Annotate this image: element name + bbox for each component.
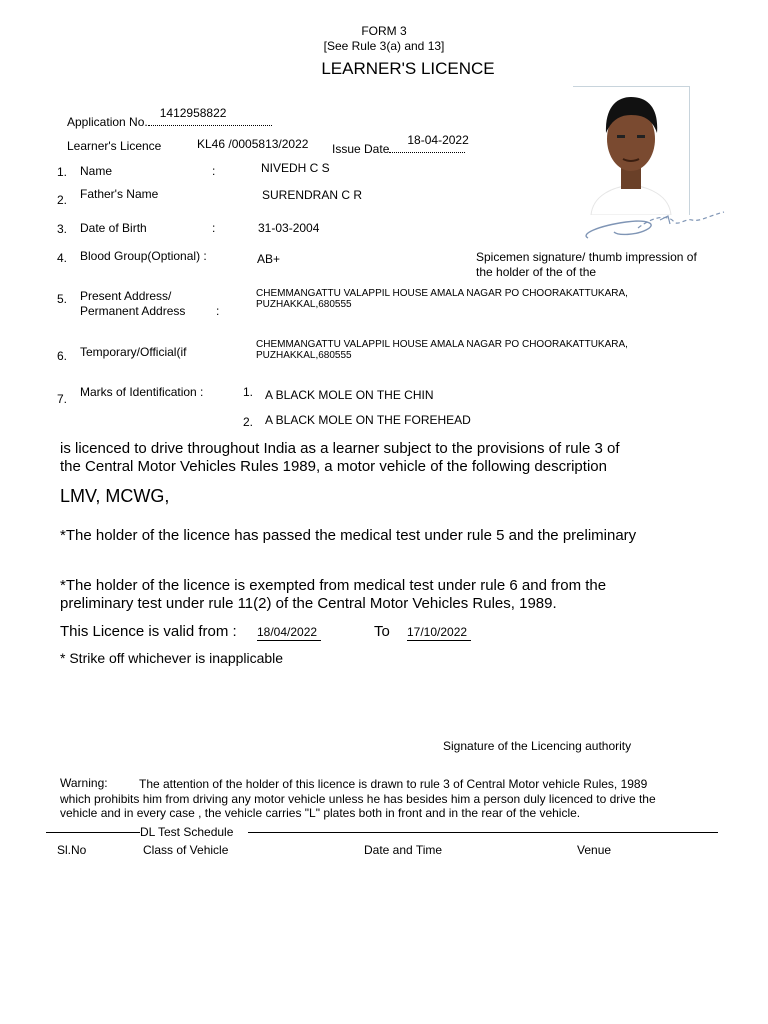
present-address-label-1: Present Address/ <box>80 289 172 303</box>
field-number: 3. <box>57 222 68 236</box>
blood-label: Blood Group(Optional) : <box>80 249 207 263</box>
valid-to-value: 17/10/2022 <box>407 625 471 641</box>
specimen-line-2: the holder of the of the <box>476 265 597 279</box>
schedule-column-header: Date and Time <box>364 843 443 857</box>
exempt-note-line-1: *The holder of the licence is exempted from medical test under rule 6 and from the <box>60 577 607 594</box>
issue-date-dots <box>389 133 469 153</box>
name-value: NIVEDH C S <box>261 161 330 175</box>
field-number: 6. <box>57 349 68 363</box>
licence-number: KL46 /0005813/2022 <box>197 137 309 151</box>
form-number: FORM 3 <box>361 24 407 38</box>
signature-scribble-icon <box>578 208 726 244</box>
specimen-line-1: Spicemen signature/ thumb impression of <box>476 250 697 264</box>
warning-line-2: which prohibits him from driving any motor vehicle unless he has besides him a person duly licenced to drive the <box>60 792 656 806</box>
schedule-column-header: Venue <box>577 843 612 857</box>
medical-passed-note: *The holder of the licence has passed the medical test under rule 5 and the preliminary <box>60 527 637 544</box>
field-number: 4. <box>57 251 68 265</box>
vehicle-class: LMV, MCWG, <box>60 486 170 506</box>
warning-line-1: The attention of the holder of this licence is drawn to rule 3 of Central Motor vehicle Rules, 1989 <box>139 777 648 791</box>
valid-from-value: 18/04/2022 <box>257 625 321 641</box>
present-address-label-2: Permanent Address <box>80 304 186 318</box>
schedule-title: DL Test Schedule <box>140 825 234 839</box>
temp-address-line-1: CHEMMANGATTU VALAPPIL HOUSE AMALA NAGAR PO CHOORAKATTUKARA, <box>256 339 628 350</box>
holder-photo-icon <box>573 87 689 215</box>
present-address-colon: : <box>216 304 220 318</box>
warning-line-3: vehicle and in every case , the vehicle carries "L" plates both in front and in the rear of the vehicle. <box>60 806 581 820</box>
field-number: 7. <box>57 392 68 406</box>
dob-colon: : <box>212 221 216 235</box>
strike-note: * Strike off whichever is inapplicable <box>60 650 284 666</box>
blood-value: AB+ <box>257 252 281 266</box>
mark-number: 2. <box>243 415 254 429</box>
father-label: Father's Name <box>80 187 159 201</box>
name-label: Name <box>80 164 113 178</box>
name-colon: : <box>212 164 216 178</box>
field-number: 5. <box>57 292 68 306</box>
valid-label: This Licence is valid from : <box>60 623 237 640</box>
exempt-note-line-2: preliminary test under rule 11(2) of the Central Motor Vehicles Rules, 1989. <box>60 595 557 612</box>
valid-from <box>257 625 321 641</box>
issue-date <box>332 133 469 156</box>
form-rule: [See Rule 3(a) and 13] <box>323 39 445 53</box>
document-title: LEARNER'S LICENCE <box>321 59 495 78</box>
licence-statement-line-1: is licenced to drive throughout India as a learner subject to the provisions of rule 3 of <box>60 440 620 457</box>
mark-number: 1. <box>243 385 254 399</box>
schedule-divider-right <box>248 832 718 833</box>
schedule-column-header: Sl.No <box>57 843 87 857</box>
photo-frame <box>573 86 690 215</box>
schedule-divider-left <box>46 832 140 833</box>
present-address-line-1: CHEMMANGATTU VALAPPIL HOUSE AMALA NAGAR PO CHOORAKATTUKARA, <box>256 288 628 299</box>
dob-label: Date of Birth <box>80 221 147 235</box>
application-label: Application No. <box>67 115 148 129</box>
signature-authority: Signature of the Licencing authority <box>443 739 632 753</box>
father-value: SURENDRAN C R <box>262 188 363 202</box>
valid-to <box>407 625 471 641</box>
licence-statement-line-2: the Central Motor Vehicles Rules 1989, a motor vehicle of the following description <box>60 458 607 475</box>
application-value: 1412958822 <box>159 106 227 120</box>
temp-address-label: Temporary/Official(if <box>80 345 187 359</box>
licence-label: Learner's Licence <box>67 139 162 153</box>
field-number: 2. <box>57 193 68 207</box>
issue-date-value: 18-04-2022 <box>407 133 469 147</box>
application-dots <box>148 106 272 126</box>
marks-label: Marks of Identification : <box>80 385 204 399</box>
present-address-line-2: PUZHAKKAL,680555 <box>256 299 352 310</box>
to-label: To <box>374 623 390 640</box>
mark-text: A BLACK MOLE ON THE FOREHEAD <box>265 413 471 427</box>
schedule-column-header: Class of Vehicle <box>143 843 229 857</box>
temp-address-line-2: PUZHAKKAL,680555 <box>256 350 352 361</box>
warning-label: Warning: <box>60 776 108 790</box>
field-number: 1. <box>57 165 68 179</box>
application-number <box>67 106 272 129</box>
mark-text: A BLACK MOLE ON THE CHIN <box>265 388 434 402</box>
issue-date-label: Issue Date <box>332 142 390 156</box>
dob-value: 31-03-2004 <box>258 221 320 235</box>
